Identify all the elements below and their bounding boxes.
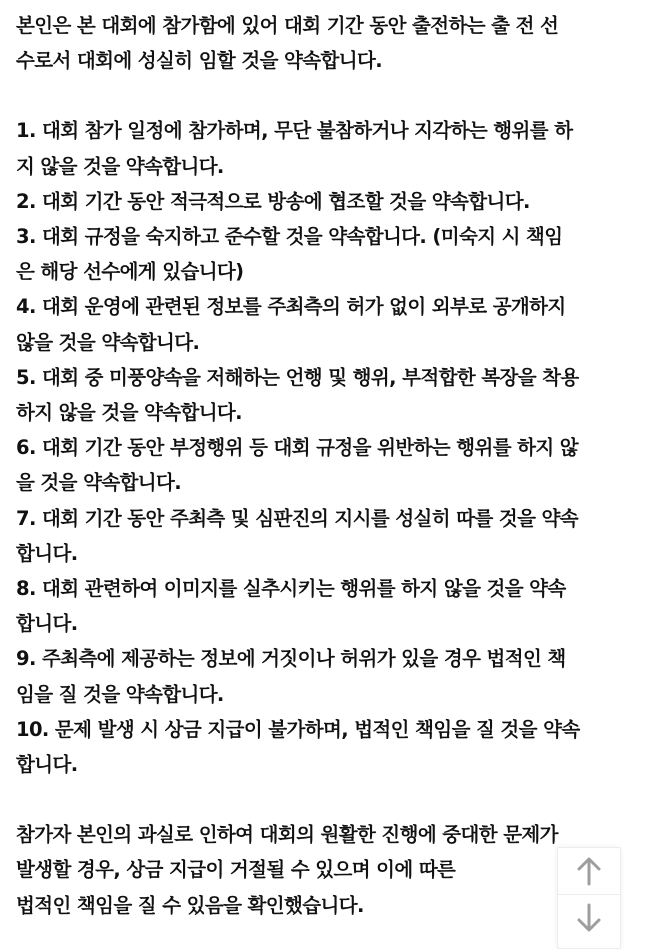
pledge-line: 합니다. [16,541,78,565]
pledge-line: 임을 질 것을 약속합니다. [16,682,224,706]
pledge-line: 8. 대회 관련하여 이미지를 실추시키는 행위를 하지 않을 것을 약속 [16,577,566,601]
pledge-line: 지 않을 것을 약속합니다. [16,154,224,178]
pledge-item-2 [16,184,646,219]
pledge-line: 2. 대회 기간 동안 적극적으로 방송에 협조할 것을 약속합니다. [16,189,530,213]
intro-paragraph [16,8,646,78]
pledge-line: 5. 대회 중 미풍양속을 저해하는 언행 및 행위, 부적합한 복장을 착용 [16,365,579,389]
pledge-line: 않을 것을 약속합니다. [16,330,200,354]
pledge-item-9 [16,641,646,711]
pledge-item-8 [16,571,646,641]
paragraph-spacer [16,78,646,113]
pledge-line: 6. 대회 기간 동안 부정행위 등 대회 규정을 위반하는 행위를 하지 않 [16,436,579,460]
closing-paragraph [16,817,646,923]
pledge-document [16,8,646,923]
pledge-list [16,113,646,782]
intro-line: 수로서 대회에 성실히 임할 것을 약속합니다. [16,49,383,73]
pledge-line: 3. 대회 규정을 숙지하고 준수할 것을 약속합니다. (미숙지 시 책임 [16,225,563,249]
arrow-up-icon [576,856,602,886]
pledge-item-1 [16,113,646,183]
paragraph-spacer [16,782,646,817]
pledge-item-5 [16,360,646,430]
pledge-line: 합니다. [16,753,78,777]
scroll-to-bottom-button[interactable] [558,894,620,940]
pledge-line: 을 것을 약속합니다. [16,471,182,495]
pledge-item-3 [16,219,646,289]
arrow-down-icon [576,903,602,933]
closing-line: 법적인 책임을 질 수 있음을 확인했습니다. [16,893,364,917]
pledge-line: 10. 문제 발생 시 상금 지급이 불가하며, 법적인 책임을 질 것을 약속 [16,717,580,741]
closing-line: 발생할 경우, 상금 지급이 거절될 수 있으며 이에 따른 [16,858,456,882]
pledge-item-10 [16,712,646,782]
pledge-item-7 [16,501,646,571]
closing-line: 참가자 본인의 과실로 인하여 대회의 원활한 진행에 중대한 문제가 [16,823,558,847]
pledge-line: 하지 않을 것을 약속합니다. [16,401,242,425]
pledge-item-4 [16,289,646,359]
pledge-line: 합니다. [16,612,78,636]
pledge-item-6 [16,430,646,500]
scroll-widget [557,847,621,949]
pledge-line: 9. 주최측에 제공하는 정보에 거짓이나 허위가 있을 경우 법적인 책 [16,647,566,671]
scroll-to-top-button[interactable] [558,848,620,893]
pledge-line: 7. 대회 기간 동안 주최측 및 심판진의 지시를 성실히 따를 것을 약속 [16,506,579,530]
intro-line: 본인은 본 대회에 참가함에 있어 대회 기간 동안 출전하는 출 전 선 [16,14,559,37]
pledge-line: 은 해당 선수에게 있습니다) [16,260,244,284]
pledge-line: 1. 대회 참가 일정에 참가하며, 무단 불참하거나 지각하는 행위를 하 [16,119,573,143]
pledge-line: 4. 대회 운영에 관련된 정보를 주최측의 허가 없이 외부로 공개하지 [16,295,566,319]
